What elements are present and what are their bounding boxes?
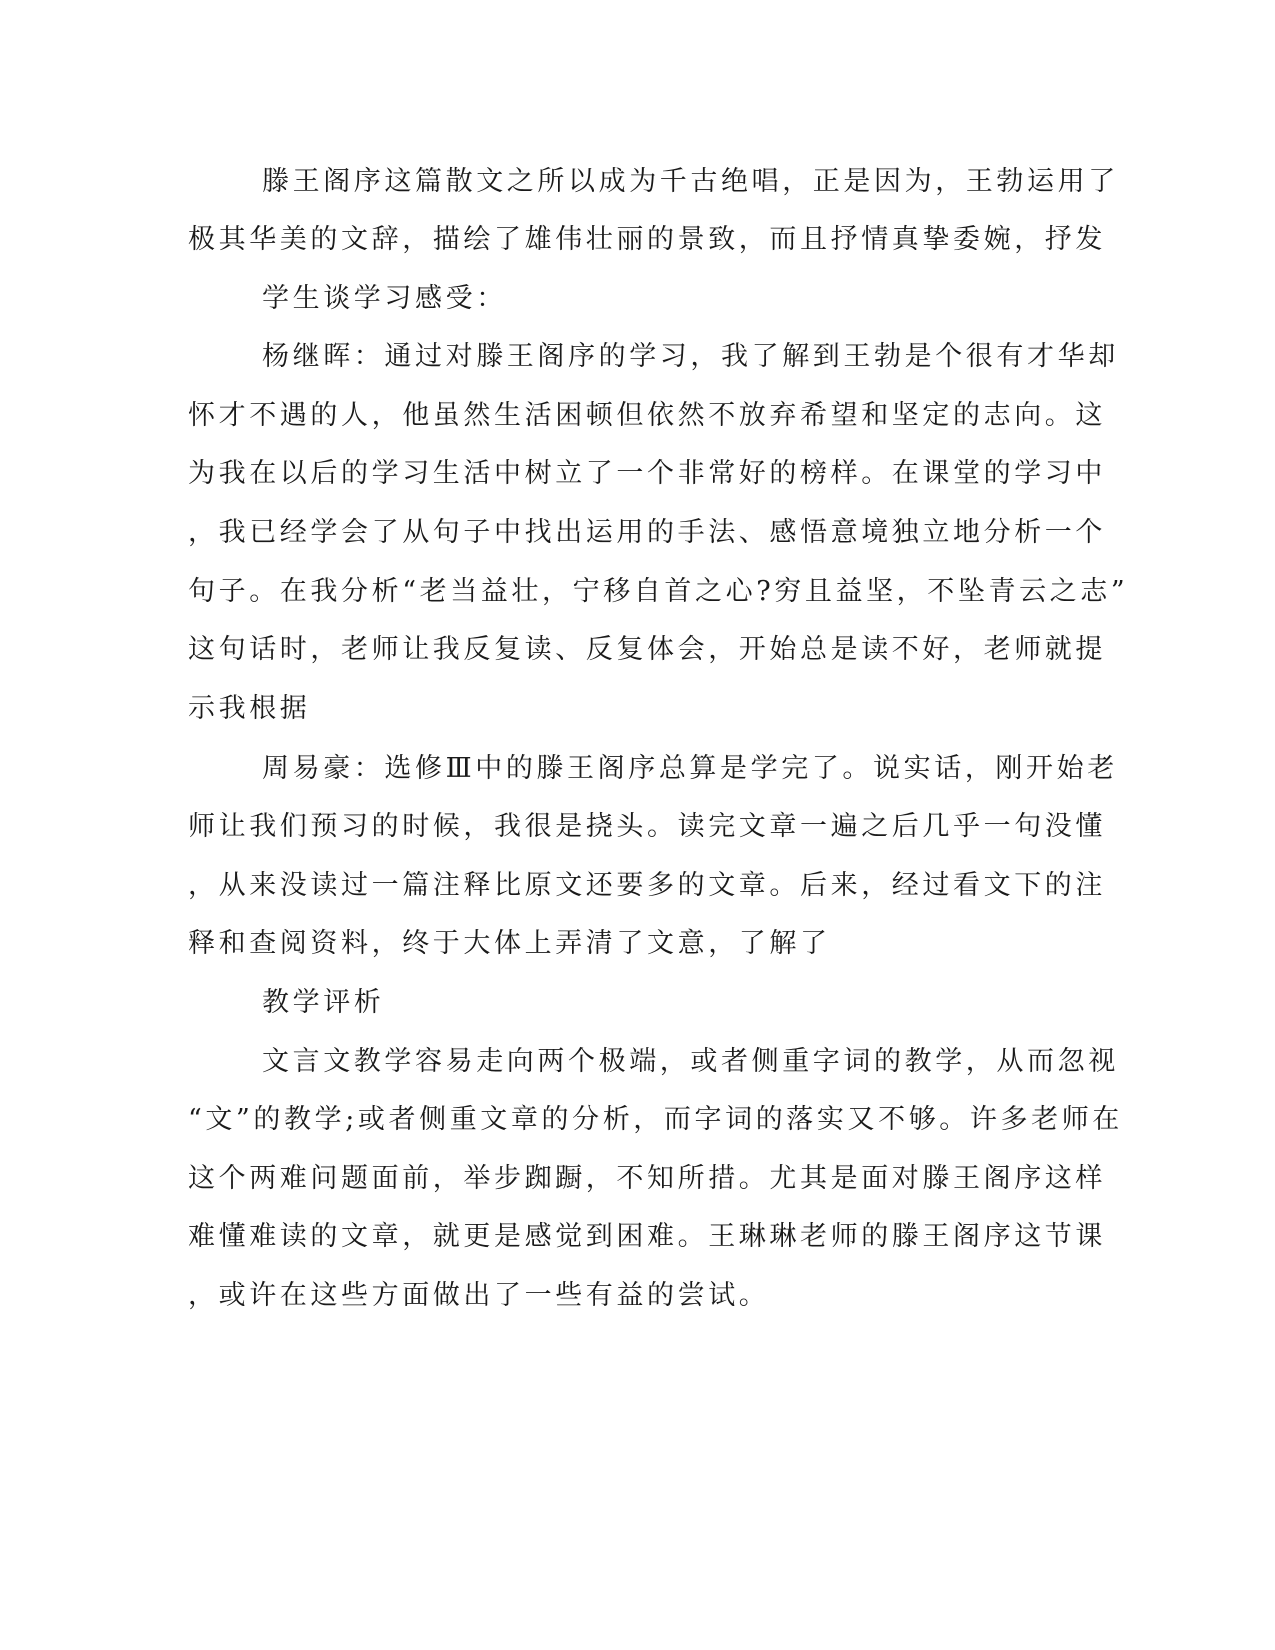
paragraph-3-line-1: 周易豪：选修Ⅲ中的滕王阁序总算是学完了。说实话，刚开始老 (262, 753, 1118, 784)
paragraph-2-line-3: 为我在以后的学习生活中树立了一个非常好的榜样。在课堂的学习中 (188, 458, 1106, 489)
paragraph-1-line-1: 滕王阁序这篇散文之所以成为千古绝唱，正是因为，王勃运用了 (262, 166, 1119, 197)
paragraph-2-line-2: 怀才不遇的人，他虽然生活困顿但依然不放弃希望和坚定的志向。这 (188, 400, 1106, 431)
paragraph-4-line-1: 文言文教学容易走向两个极端，或者侧重字词的教学，从而忽视 (262, 1046, 1119, 1077)
paragraph-4-line-4: 难懂难读的文章，就更是感觉到困难。王琳琳老师的滕王阁序这节课 (188, 1221, 1106, 1252)
paragraph-2-line-5: 句子。在我分析“老当益壮，宁移自首之心?穷且益坚，不坠青云之志” (188, 576, 1129, 607)
section-heading-teaching-analysis: 教学评析 (262, 987, 385, 1018)
paragraph-1-line-2: 极其华美的文辞，描绘了雄伟壮丽的景致，而且抒情真挚委婉，抒发 (188, 224, 1106, 255)
paragraph-3-line-2: 师让我们预习的时候，我很是挠头。读完文章一遍之后几乎一句没懂 (188, 811, 1106, 842)
paragraph-2-line-7: 示我根据 (188, 693, 311, 724)
paragraph-4-line-2: “文”的教学;或者侧重文章的分析，而字词的落实又不够。许多老师在 (188, 1104, 1123, 1135)
paragraph-2-line-6: 这句话时，老师让我反复读、反复体会，开始总是读不好，老师就提 (188, 634, 1106, 665)
paragraph-4-line-5: ，或许在这些方面做出了一些有益的尝试。 (188, 1280, 770, 1311)
paragraph-3-line-3: ，从来没读过一篇注释比原文还要多的文章。后来，经过看文下的注 (188, 870, 1106, 901)
paragraph-3-line-4: 释和查阅资料，终于大体上弄清了文意，了解了 (188, 928, 831, 959)
paragraph-2-line-1: 杨继晖：通过对滕王阁序的学习，我了解到王勃是个很有才华却 (262, 341, 1119, 372)
paragraph-2-line-4: ，我已经学会了从句子中找出运用的手法、感悟意境独立地分析一个 (188, 517, 1106, 548)
paragraph-4-line-3: 这个两难问题面前，举步踟蹰，不知所措。尤其是面对滕王阁序这样 (188, 1163, 1106, 1194)
section-heading-student-feedback: 学生谈学习感受： (262, 283, 507, 314)
